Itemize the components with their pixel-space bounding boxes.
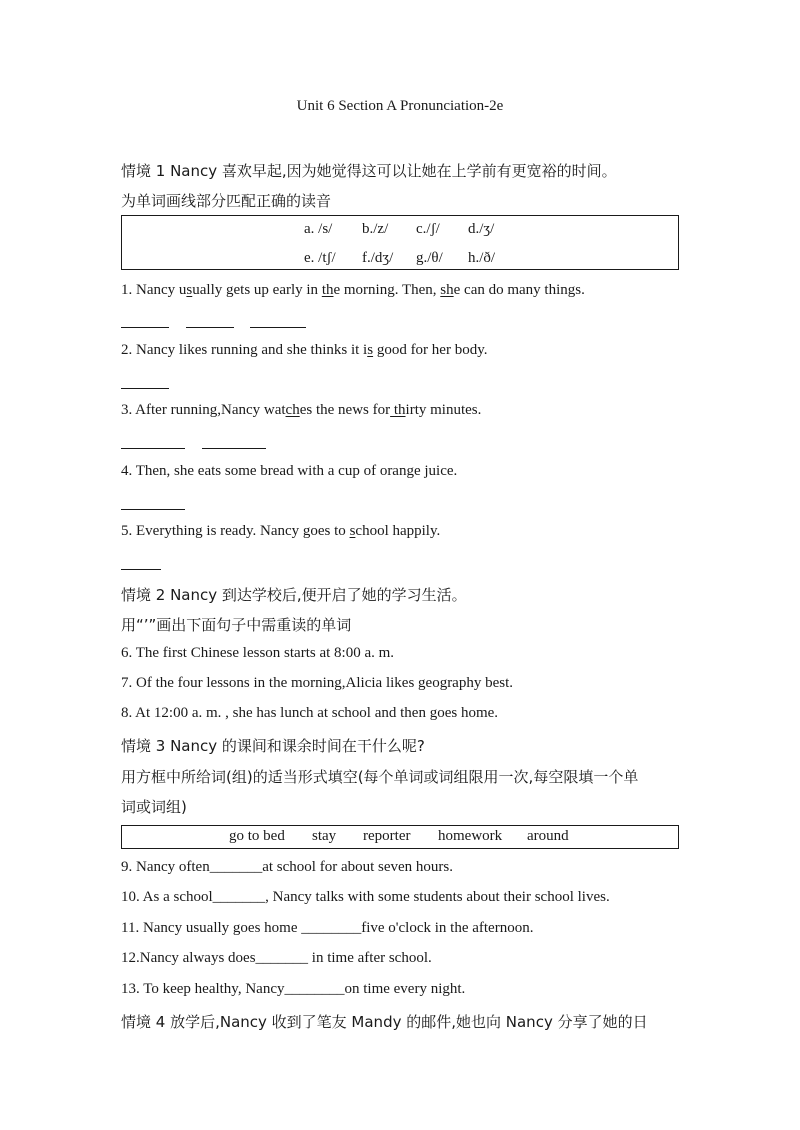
underlined-part: s: [367, 342, 374, 358]
option-g: g./θ/: [416, 250, 443, 266]
answer-blank[interactable]: [121, 509, 185, 510]
answer-blank[interactable]: [202, 448, 266, 449]
answer-blank[interactable]: [121, 327, 169, 328]
scenario-1-instruction: 为单词画线部分匹配正确的读音: [121, 192, 332, 210]
question-3: 3. After running,Nancy watches the news for thirty minutes.: [121, 402, 482, 418]
underlined-part: s: [349, 523, 356, 539]
scenario-2-intro: 情境 2 Nancy 到达学校后,便开启了她的学习生活。: [121, 586, 467, 604]
scenario-2-instruction: 用“’”画出下面句子中需重读的单词: [121, 616, 352, 634]
option-e: e. /tʃ/: [304, 250, 336, 266]
answer-blank[interactable]: [250, 327, 306, 328]
underlined-part: th: [321, 282, 334, 298]
option-d: d./ʒ/: [468, 221, 495, 237]
question-5: 5. Everything is ready. Nancy goes to school happily.: [121, 523, 441, 539]
question-6: 6. The first Chinese lesson starts at 8:00 a. m.: [121, 645, 395, 661]
answer-blank[interactable]: [121, 448, 185, 449]
word-reporter: reporter: [363, 828, 411, 844]
word-bank-box: [121, 825, 679, 849]
answer-blank[interactable]: [186, 327, 234, 328]
question-4: 4. Then, she eats some bread with a cup of orange juice.: [121, 463, 458, 479]
underlined-part: sh: [440, 282, 454, 298]
scenario-3-instruction-line-2: 词或词组): [121, 798, 187, 816]
option-f: f./dʒ/: [362, 250, 394, 266]
answer-blank[interactable]: [121, 388, 169, 389]
word-go-to-bed: go to bed: [229, 828, 285, 844]
scenario-3-intro: 情境 3 Nancy 的课间和课余时间在干什么呢?: [121, 737, 425, 755]
pronunciation-options-box: [121, 215, 679, 270]
underlined-part: ch: [285, 402, 300, 418]
option-a: a. /s/: [304, 221, 333, 237]
answer-blank[interactable]: [121, 569, 161, 570]
option-c: c./ʃ/: [416, 221, 440, 237]
question-2: 2. Nancy likes running and she thinks it is good for her body.: [121, 342, 488, 358]
question-10: 10. As a school_______, Nancy talks with some students about their school lives.: [121, 889, 610, 905]
word-around: around: [527, 828, 569, 844]
option-h: h./ð/: [468, 250, 496, 266]
question-8: 8. At 12:00 a. m. , she has lunch at school and then goes home.: [121, 705, 499, 721]
question-7: 7. Of the four lessons in the morning,Alicia likes geography best.: [121, 675, 514, 691]
question-13: 13. To keep healthy, Nancy________on time every night.: [121, 981, 466, 997]
question-12: 12.Nancy always does_______ in time after school.: [121, 950, 432, 966]
underlined-part: th: [390, 402, 406, 418]
underlined-part: s: [186, 282, 193, 298]
word-stay: stay: [312, 828, 337, 844]
question-9: 9. Nancy often_______at school for about seven hours.: [121, 859, 454, 875]
page-title: Unit 6 Section A Pronunciation-2e: [296, 98, 504, 114]
word-homework: homework: [438, 828, 503, 844]
question-11: 11. Nancy usually goes home ________five o'clock in the afternoon.: [121, 920, 534, 936]
option-b: b./z/: [362, 221, 389, 237]
question-1: 1. Nancy usually gets up early in the morning. Then, she can do many things.: [121, 282, 585, 298]
scenario-4-intro: 情境 4 放学后,Nancy 收到了笔友 Mandy 的邮件,她也向 Nancy 分享了她的日: [121, 1013, 648, 1031]
scenario-1-intro: 情境 1 Nancy 喜欢早起,因为她觉得这可以让她在上学前有更宽裕的时间。: [121, 162, 617, 180]
scenario-3-instruction-line-1: 用方框中所给词(组)的适当形式填空(每个单词或词组限用一次,每空限填一个单: [121, 768, 639, 786]
